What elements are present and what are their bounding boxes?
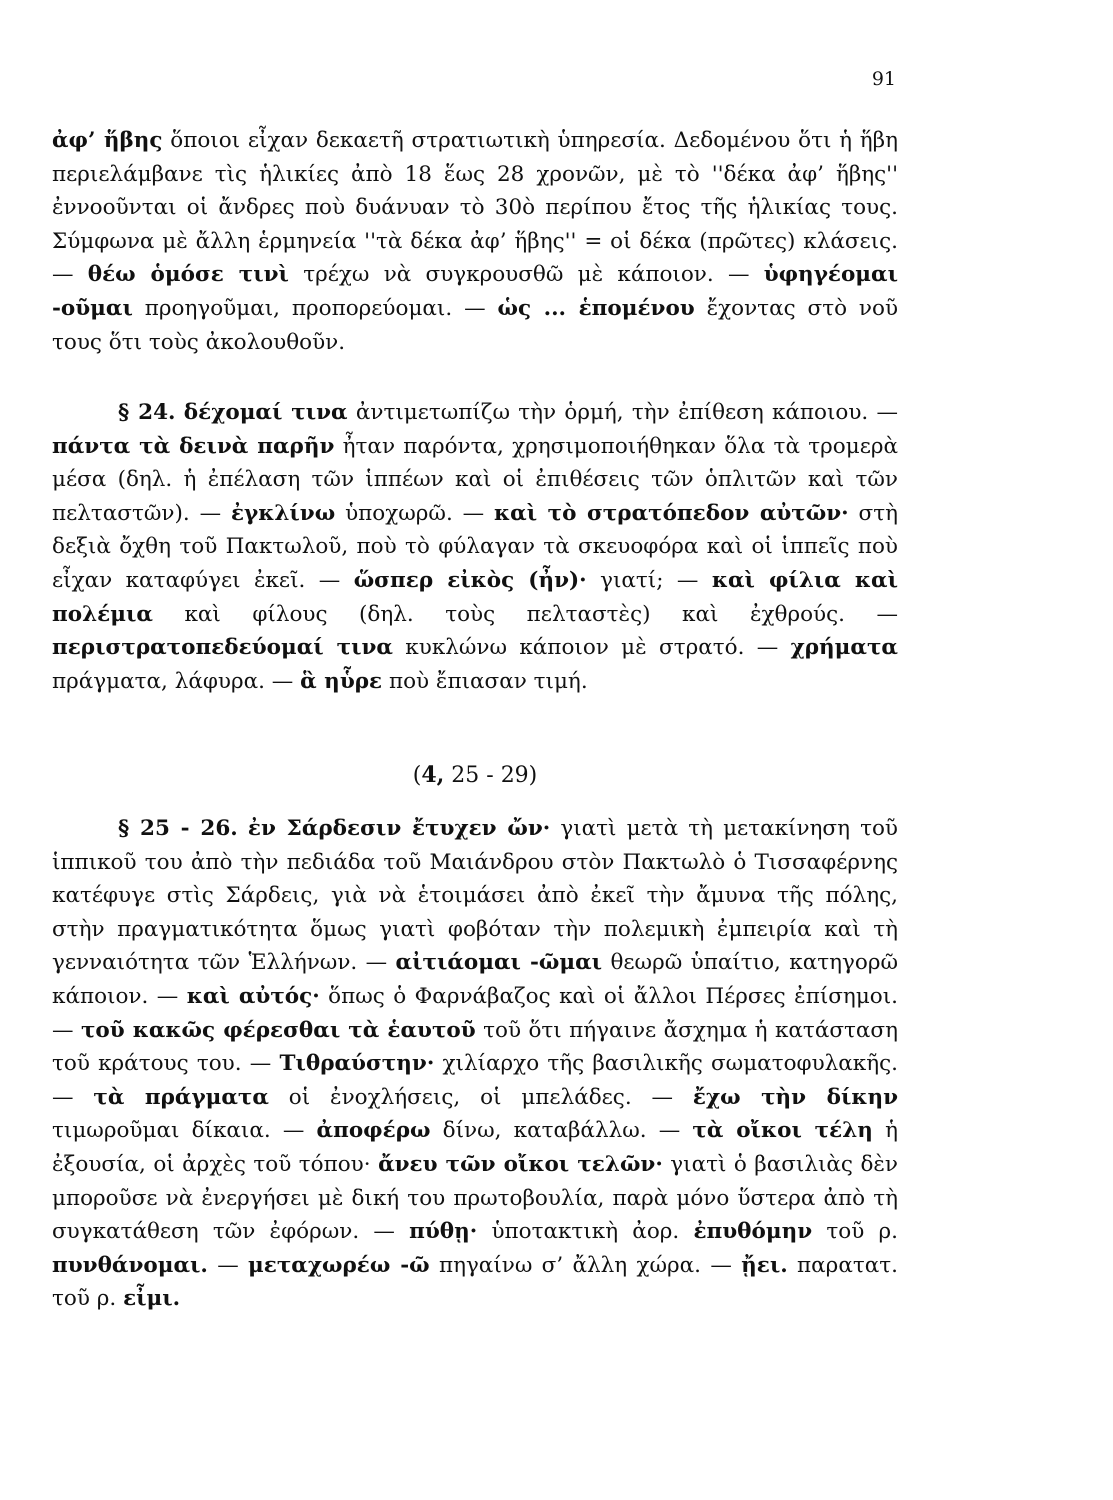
headword-term: § 24.	[118, 400, 176, 425]
gloss-text: τρέχω νὰ συγκρουσθῶ μὲ κάποιον. —	[288, 262, 764, 288]
gloss-text: ὅπως ὁ Φαρνάβαζος καὶ οἱ ἄλλοι Πέρσες ἐπίσημοι. —	[52, 983, 898, 1043]
headword-term: ἐπυθόμην	[693, 1219, 813, 1245]
gloss-text: χιλίαρχο τῆς βασιλικῆς σωματοφυλακῆς. —	[52, 1051, 898, 1110]
gloss-text: γιατί; —	[586, 567, 712, 593]
gloss-text: ἀντιμετωπίζω τὴν ὁρμή, τὴν ἐπίθεση κάποιου. —	[347, 400, 898, 425]
headword-term: θέω ὁμόσε τινὶ	[87, 262, 289, 288]
gloss-text: ὑποχωρῶ. —	[335, 500, 495, 526]
headword-term: ἐγκλίνω	[230, 500, 336, 526]
gloss-text: δίνω, καταβάλλω. —	[430, 1118, 693, 1144]
gloss-text: ποὺ ἔπιασαν τιμή.	[382, 668, 588, 694]
headword-term: χρήματα	[790, 635, 898, 661]
gloss-text: ὅποιοι εἶχαν δεκαετῆ στρατιωτικὴ ὑπηρεσία. Δεδομένου ὅτι ἡ ἥβη περιελάμβανε τὶς ἡλικίες ἀπὸ 18 ἕως 28 χρονῶν, μὲ τὸ ''δέκα ἀφ’ ἥβης'' ἐννοοῦνται οἱ ἄνδρες ποὺ δυάνυαν τὸ 30ὸ περίπου ἔτος τῆς ἡλικίας τους. Σύμφωνα μὲ ἄλλη ἑρμηνεία ''τὰ δέκα ἀφ’ ἥβης'' = οἱ δέκα (πρῶτες) κλάσεις. —	[52, 128, 898, 288]
gloss-text: γιατὶ μετὰ τὴ μετακίνηση τοῦ ἱππικοῦ του ἀπὸ τὴν πεδιάδα τοῦ Μαιάνδρου στὸν Πακτωλὸ ὁ Τισσαφέρνης κατέφυγε στὶς Σάρδεις, γιὰ νὰ ἑτοιμάσει ἀπὸ ἐκεῖ τὴν ἄμυνα τῆς πόλης, στὴν πραγματικότητα ὅμως γιατὶ φοβόταν τὴν πολεμικὴ ἐμπειρία καὶ τὴ γενναιότητα τῶν Ἑλλήνων. —	[52, 816, 898, 976]
headword-term: καὶ τὸ στρατόπεδον αὐτῶν·	[494, 500, 849, 526]
headword-term: εἶμι.	[123, 1286, 181, 1312]
headword-term: δέχομαί τινα	[183, 400, 348, 425]
gloss-text: τιμωροῦμαι δίκαια. —	[52, 1118, 317, 1144]
headword-term: ἃ ηὗρε	[300, 668, 383, 694]
headword-term: ἔχω τὴν δίκην	[692, 1084, 899, 1110]
headword-term: Τιθραύστην·	[279, 1051, 435, 1077]
headword-term: ὥσπερ εἰκὸς (ἦν)·	[353, 567, 587, 593]
headword-term: αἰτιάομαι -ῶμαι	[395, 950, 603, 976]
gloss-text	[176, 400, 184, 425]
headword-term: ὡς ... ἑπομένου	[497, 295, 695, 321]
headword-term: τὰ οἴκοι τέλη	[692, 1118, 873, 1144]
gloss-text: θεωρῶ ὑπαίτιο, κατηγορῶ κάποιον. —	[52, 950, 898, 1009]
headword-term: ἄνευ τῶν οἴκοι τελῶν·	[378, 1151, 663, 1177]
heading-range: 25 - 29)	[444, 763, 538, 788]
headword-term: § 25 - 26.	[118, 816, 238, 841]
gloss-text: πράγματα, λάφυρα. —	[52, 668, 301, 694]
page-number: 91	[871, 68, 896, 90]
gloss-text: γιατὶ ὁ βασιλιὰς δὲν μποροῦσε νὰ ἐνεργήσει μὲ δική του πρωτοβουλία, παρὰ μόνο ὕστερα ἀπὸ τὴ συγκατάθεση τῶν ἐφόρων. —	[52, 1151, 898, 1245]
paragraph-commentary-23-end	[52, 124, 898, 359]
gloss-text: ἦταν παρόντα, χρησιμοποιήθηκαν ὅλα τὰ τρομερὰ μέσα (δηλ. ἡ ἐπέλαση τῶν ἱππέων καὶ οἱ ἐπιθέσεις τῶν ὁπλιτῶν καὶ τῶν πελταστῶν). —	[52, 433, 898, 526]
heading-chapter-number: 4,	[421, 762, 445, 788]
gloss-text: ἡ ἐξουσία, οἱ ἀρχὲς τοῦ τόπου·	[52, 1118, 898, 1177]
headword-term: πύθῃ·	[409, 1219, 478, 1245]
gloss-text: —	[207, 1252, 249, 1278]
headword-term: περιστρατοπεδεύομαί τινα	[52, 635, 393, 661]
headword-term: ὑφηγέομαι -οῦμαι	[52, 262, 898, 321]
headword-term: καὶ αὐτός·	[186, 983, 320, 1009]
headword-term: ἐν Σάρδεσιν ἔτυχεν ὤν·	[247, 816, 551, 841]
gloss-text: τοῦ ρ.	[812, 1219, 898, 1245]
headword-term: καὶ φίλια καὶ πολέμια	[52, 567, 898, 627]
headword-term: ἀφ’ ἥβης	[52, 128, 163, 153]
gloss-text: καὶ φίλους (δηλ. τοὺς πελταστὲς) καὶ ἐχθρούς. —	[152, 601, 898, 627]
headword-term: τοῦ κακῶς φέρεσθαι τὰ ἑαυτοῦ	[80, 1017, 476, 1043]
gloss-text: οἱ ἐνοχλήσεις, οἱ μπελάδες. —	[268, 1084, 693, 1110]
gloss-text: στὴ δεξιὰ ὄχθη τοῦ Πακτωλοῦ, ποὺ τὸ φύλαγαν τὰ σκευοφόρα καὶ οἱ ἱππεῖς ποὺ εἶχαν καταφύγει ἐκεῖ. —	[52, 500, 898, 593]
gloss-text: πηγαίνω σ’ ἄλλη χώρα. —	[429, 1252, 742, 1278]
gloss-text: τοῦ ὅτι πήγαινε ἄσχημα ἡ κατάσταση τοῦ κράτους του. —	[52, 1017, 898, 1077]
headword-term: πάντα τὰ δεινὰ παρῆν	[52, 433, 335, 459]
gloss-text: προηγοῦμαι, προπορεύομαι. —	[132, 295, 498, 321]
paragraph-commentary-25-26	[52, 812, 898, 1316]
headword-term: ἀποφέρω	[316, 1118, 431, 1144]
gloss-text: ὑποτακτικὴ ἀορ.	[477, 1219, 694, 1245]
paragraph-commentary-24	[52, 396, 898, 698]
headword-term: πυνθάνομαι.	[52, 1252, 208, 1278]
gloss-text: παρατατ. τοῦ ρ.	[52, 1252, 898, 1312]
gloss-text: ἔχοντας στὸ νοῦ τους ὅτι τοὺς ἀκολουθοῦν.	[52, 295, 899, 355]
headword-term: ᾔει.	[741, 1252, 788, 1278]
gloss-text	[238, 816, 248, 841]
headword-term: τὰ πράγματα	[93, 1084, 269, 1110]
heading-open-paren: (	[412, 763, 422, 788]
headword-term: μεταχωρέω -ῶ	[248, 1252, 430, 1278]
section-heading	[52, 760, 898, 791]
gloss-text: κυκλώνω κάποιον μὲ στρατό. —	[392, 635, 791, 661]
